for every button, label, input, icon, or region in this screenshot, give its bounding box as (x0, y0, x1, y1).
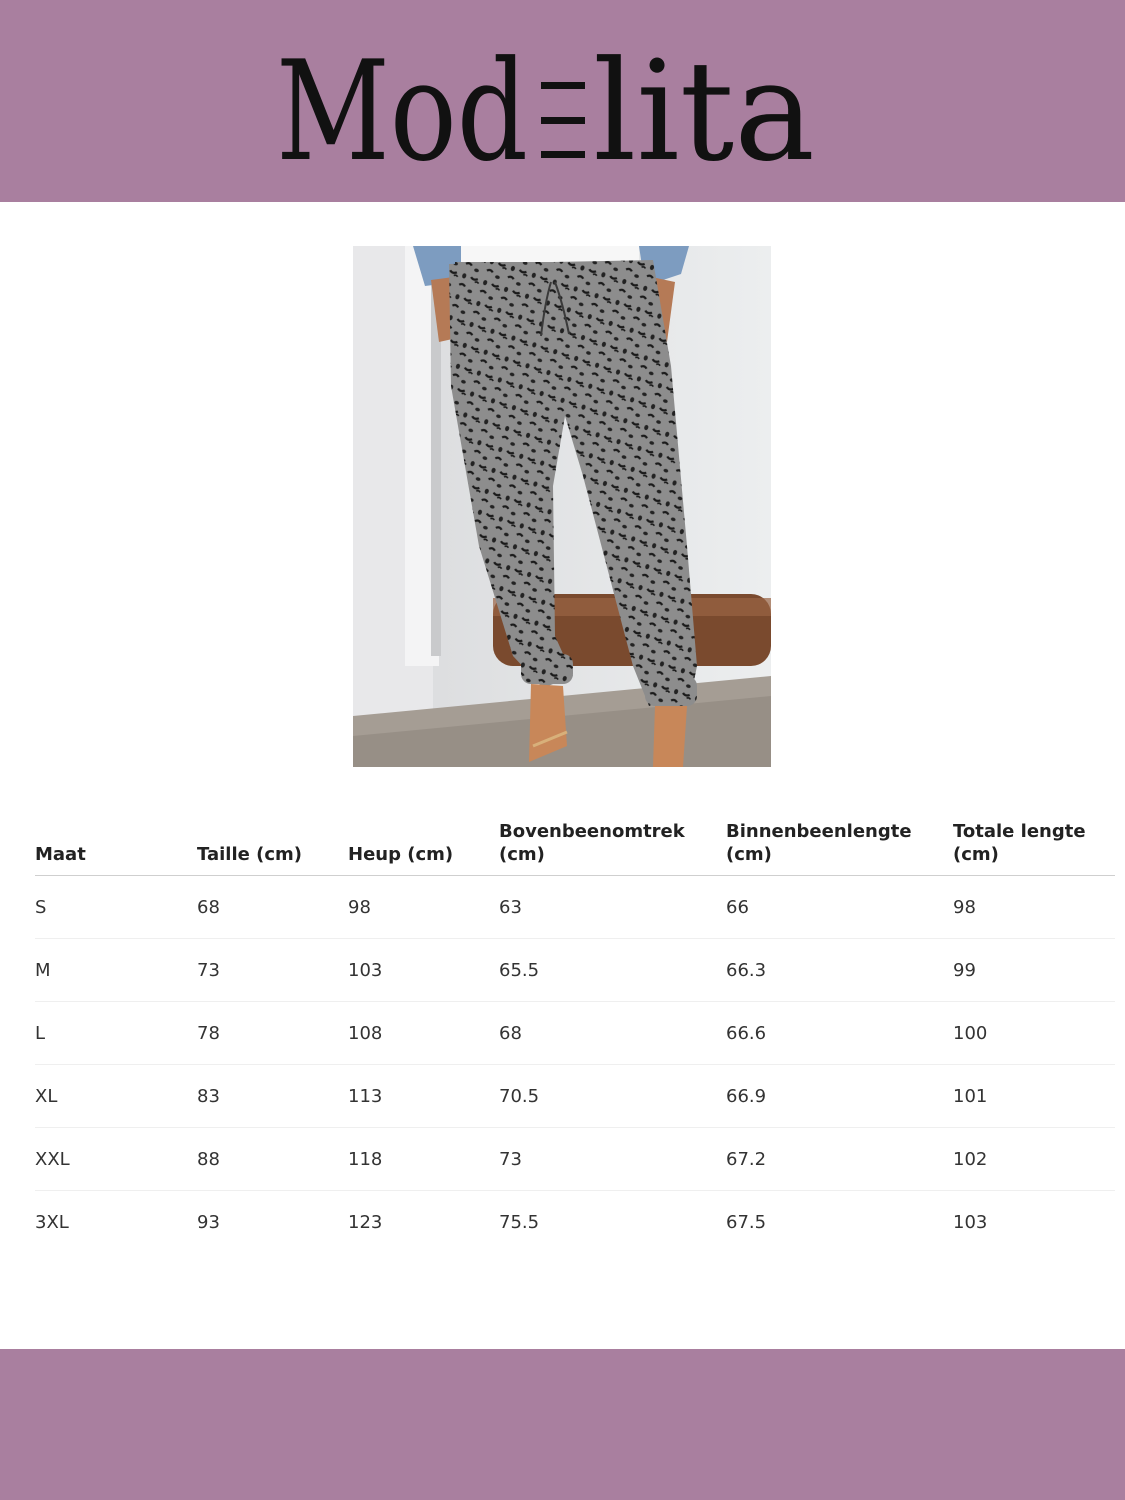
table-row (35, 1191, 1115, 1254)
table-row (35, 1065, 1115, 1128)
cell-thigh: 65.5 (499, 939, 726, 1002)
cell-size: M (35, 939, 197, 1002)
cell-size: L (35, 1002, 197, 1065)
header-size: Maat (35, 816, 197, 876)
cell-hip: 123 (348, 1211, 383, 1233)
cell-thigh: 63 (499, 876, 726, 939)
header-thigh: Bovenbeenomtrek (cm) (499, 816, 726, 876)
cell-total-length: 98 (953, 876, 1115, 939)
cell-total-length: 102 (953, 1128, 1115, 1191)
cell-thigh: 73 (499, 1128, 726, 1191)
logo-e-mark (541, 82, 585, 158)
footer-band (0, 1349, 1125, 1500)
cell-thigh: 70.5 (499, 1065, 726, 1128)
cell-waist: 73 (197, 939, 348, 1002)
cell-hip: 118 (348, 1128, 499, 1191)
header-inseam: Binnenbeenlengte (cm) (726, 816, 953, 876)
size-chart-table (35, 816, 1115, 1253)
table-row (35, 876, 1115, 939)
cell-waist: 88 (197, 1128, 348, 1191)
table-row (35, 1002, 1115, 1065)
cell-inseam: 66.9 (726, 1065, 953, 1128)
cell-thigh: 75.5 (499, 1211, 540, 1233)
cell-size: 3XL (35, 1211, 69, 1233)
cell-waist: 78 (197, 1002, 348, 1065)
cell-inseam: 67.2 (726, 1128, 953, 1191)
cell-waist: 68 (197, 876, 348, 939)
cell-hip: 98 (348, 876, 499, 939)
header-total-length: Totale lengte (cm) (953, 816, 1115, 876)
table-row (35, 939, 1115, 1002)
cell-waist: 93 (197, 1211, 220, 1233)
cell-hip: 103 (348, 939, 499, 1002)
cell-inseam: 66.3 (726, 939, 953, 1002)
cell-waist: 83 (197, 1065, 348, 1128)
cell-size: XL (35, 1065, 197, 1128)
logo-text-end: lita (593, 31, 815, 192)
cell-inseam: 66 (726, 876, 953, 939)
table-row (35, 1128, 1115, 1191)
cell-total-length: 103 (953, 1211, 988, 1233)
cell-inseam: 66.6 (726, 1002, 953, 1065)
cell-thigh: 68 (499, 1002, 726, 1065)
header-hip: Heup (cm) (348, 816, 499, 876)
cell-size: XXL (35, 1128, 197, 1191)
cell-hip: 108 (348, 1002, 499, 1065)
cell-total-length: 101 (953, 1065, 1115, 1128)
cell-inseam: 67.5 (726, 1211, 767, 1233)
table-header-row (35, 816, 1115, 876)
cell-total-length: 99 (953, 939, 1115, 1002)
cell-size: S (35, 876, 197, 939)
cell-hip: 113 (348, 1065, 499, 1128)
logo-text-start: Mod (276, 31, 528, 192)
product-photo (353, 246, 771, 767)
header-waist: Taille (cm) (197, 816, 348, 876)
cell-total-length: 100 (953, 1002, 1115, 1065)
brand-logo (0, 0, 1125, 202)
